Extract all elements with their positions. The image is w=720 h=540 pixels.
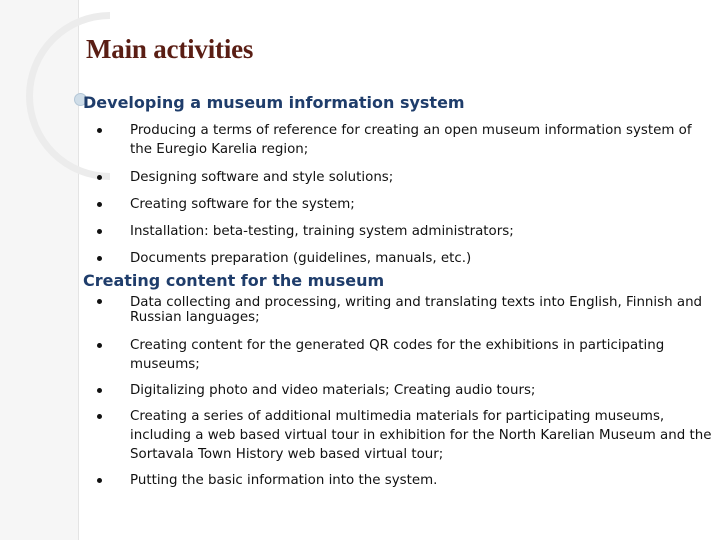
- list-item: [83, 222, 717, 241]
- bullet-icon: [97, 388, 102, 393]
- bullet-icon: [97, 343, 102, 348]
- list-item-text: Creating a series of additional multimedia materials for participating museums, including a web based virtual tour in exhibition for the North Karelian Museum and the Sortavala Town History web based virtual tour;: [130, 409, 712, 462]
- list-item-text: Designing software and style solutions;: [130, 170, 394, 185]
- list-item: [83, 471, 717, 490]
- list-item-text: Putting the basic information into the system.: [130, 473, 438, 488]
- list-item-text: Producing a terms of reference for creating an open museum information system of the Euregio Karelia region;: [130, 123, 692, 157]
- list-item: [83, 249, 717, 268]
- section-developing-system: [83, 92, 717, 268]
- bullet-icon: [97, 414, 102, 419]
- list-item: [83, 195, 717, 214]
- bullet-icon: [97, 256, 102, 261]
- list-item: [83, 121, 717, 159]
- bullet-icon: [97, 128, 102, 133]
- section-heading: Creating content for the museum: [83, 271, 385, 290]
- bullet-icon: [97, 175, 102, 180]
- list-item: [83, 381, 717, 400]
- list-item: [83, 407, 717, 464]
- bullet-icon: [97, 202, 102, 207]
- section-creating-content: [83, 270, 717, 490]
- bullet-icon: [97, 478, 102, 483]
- list-item-text: Creating content for the generated QR codes for the exhibitions in participating museums;: [130, 338, 665, 372]
- bullet-icon: [97, 299, 102, 304]
- list-item: [83, 295, 717, 325]
- list-item-text: Digitalizing photo and video materials; Creating audio tours;: [130, 383, 536, 398]
- bullet-icon: [97, 229, 102, 234]
- section-heading: Developing a museum information system: [83, 93, 465, 112]
- slide-title: Main activities: [86, 34, 254, 64]
- list-item-text: Installation: beta-testing, training system administrators;: [130, 224, 514, 239]
- list-item-text: Data collecting and processing, writing and translating texts into English, Finnish and Russian languages;: [130, 295, 703, 325]
- list-item-text: Documents preparation (guidelines, manuals, etc.): [130, 251, 472, 266]
- bullet-list: [83, 121, 717, 268]
- bullet-list: [83, 295, 717, 490]
- list-item-text: Creating software for the system;: [130, 197, 355, 212]
- slide-content: [83, 92, 717, 490]
- list-item: [83, 168, 717, 187]
- list-item: [83, 336, 717, 374]
